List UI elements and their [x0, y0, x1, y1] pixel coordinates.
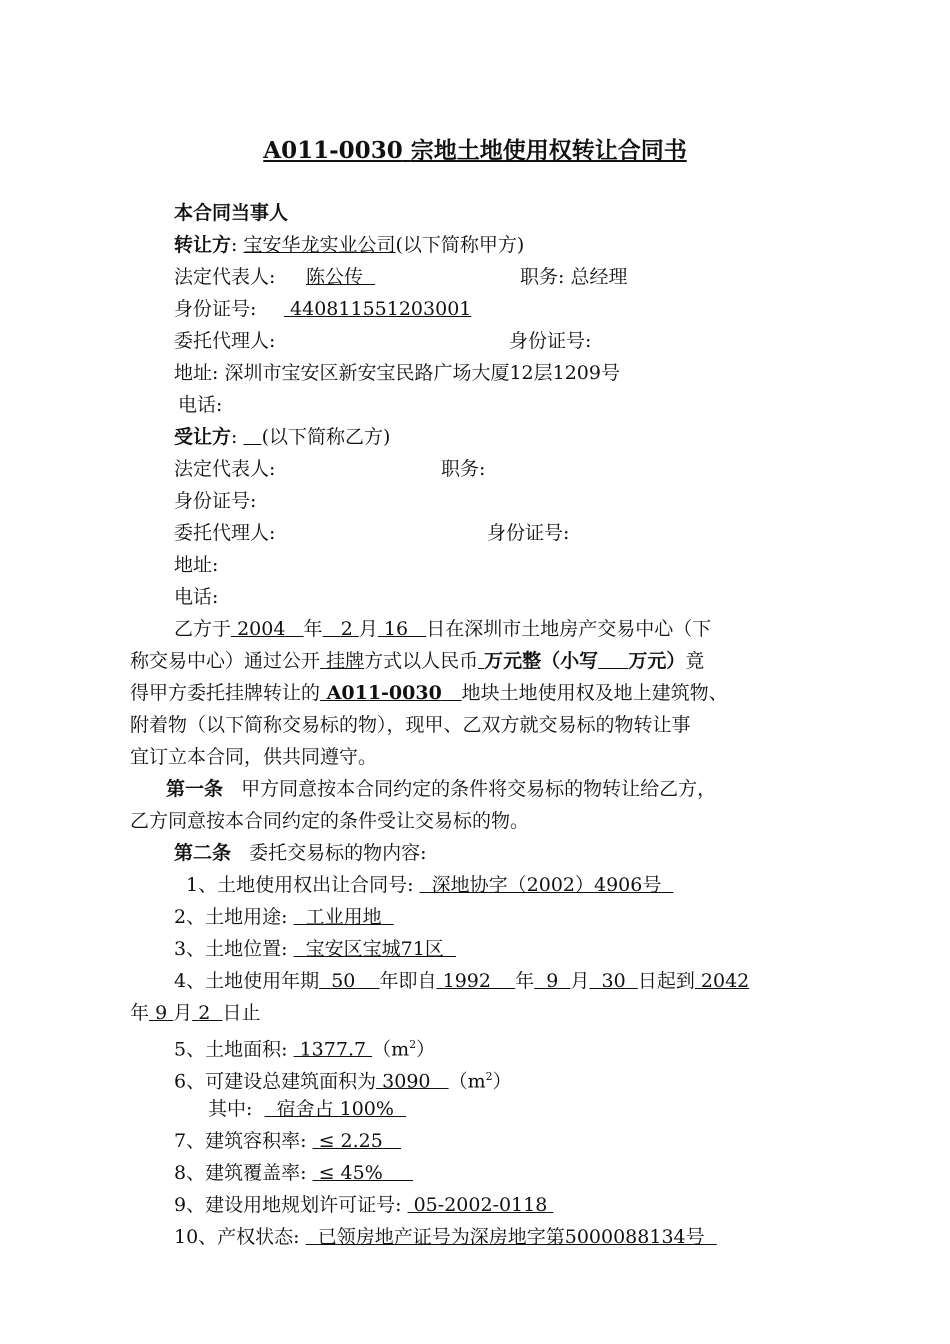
item-2: 2、土地用途: 工业用地 [174, 906, 382, 928]
land-area: 1377.7 [299, 1038, 367, 1061]
transaction-month: 2 [340, 618, 353, 640]
transferor-address-label: 地址: [174, 362, 219, 384]
transferor-label: 转让方 [174, 234, 232, 256]
plot-ratio: ≤ 2.25 [318, 1130, 383, 1152]
planning-permit-number: 05-2002-0118 [413, 1194, 548, 1216]
preamble-line-5: 宜订立本合同，供共同遵守。 [130, 746, 378, 768]
transferor-line: 转让方: 宝安华龙实业公司(以下简称甲方) [174, 234, 525, 256]
transferor-legal-rep-label: 法定代表人: [174, 266, 276, 288]
transferor-name: 宝安华龙实业公司 [243, 234, 396, 256]
document-title [0, 132, 950, 165]
transferor-suffix: (以下简称甲方) [395, 234, 525, 256]
item-9: 9、建设用地规划许可证号: 05-2002-0118 [174, 1194, 548, 1216]
article-1-label: 第一条 [166, 778, 224, 800]
transferor-position-label: 职务: [520, 266, 565, 288]
transferor-agent-id-label: 身份证号: [509, 330, 592, 352]
transferor-position-value: 总经理 [570, 266, 628, 288]
contract-number: 深地协字（2002）4906号 [431, 874, 662, 896]
item-7: 7、建筑容积率: ≤ 2.25 [174, 1130, 383, 1152]
item-1: 1、土地使用权出让合同号: 深地协字（2002）4906号 [186, 874, 662, 896]
preamble-line-4: 附着物（以下简称交易标的物），现甲、乙双方就交易标的物转让事 [130, 714, 691, 736]
coverage-ratio: ≤ 45% [318, 1162, 383, 1184]
item-6: 6、可建设总建筑面积为 3090 $(m^2)$ [174, 1070, 512, 1093]
transferee-position-label: 职务: [441, 458, 486, 480]
transferor-phone-label: 电话: [178, 394, 223, 416]
title-code: A011-0030 [263, 137, 403, 164]
article-2-label: 第二条 [174, 842, 232, 864]
preamble-line-3: 得甲方委托挂牌转让的 A011-0030 地块土地使用权及地上建筑物、 [130, 682, 728, 704]
transaction-year: 2004 [237, 618, 286, 640]
transferor-id: 440811551203001 [290, 298, 472, 320]
transferee-label: 受让方 [174, 426, 232, 448]
dormitory-share: 宿舍占 100% [276, 1098, 394, 1120]
article-1-line-2: 乙方同意按本合同约定的条件受让交易标的物。 [130, 810, 530, 832]
price-words: 万元整（小写 [484, 650, 599, 672]
parcel-number: A011-0030 [326, 682, 442, 704]
item-4: 4、土地使用年期 50 年即自 1992 年 9 月 30 日起到 2042 [174, 970, 750, 992]
transaction-day: 16 [383, 618, 409, 640]
transferee-phone-label: 电话: [174, 586, 219, 608]
item-10: 10、产权状态: 已领房地产证号为深房地字第5000088134号 [174, 1226, 705, 1248]
article-1-line-1: 第一条 甲方同意按本合同约定的条件将交易标的物转让给乙方， [166, 778, 717, 800]
title-status: 已领房地产证号为深房地字第5000088134号 [317, 1226, 705, 1248]
transferee-agent-label: 委托代理人: [174, 522, 276, 544]
floor-area: 3090 [382, 1070, 431, 1093]
transferee-legal-rep-label: 法定代表人: [174, 458, 276, 480]
item-4-cont: 年 9 月 2 日止 [130, 1002, 261, 1024]
parties-heading: 本合同当事人 [174, 202, 289, 224]
transferor-position [520, 265, 627, 289]
transferee-line: 受让方: (以下简称乙方) [174, 426, 391, 448]
item-6-sub: 其中: 宿舍占 100% [208, 1098, 394, 1120]
land-use: 工业用地 [305, 906, 382, 928]
transferee-agent-id-label: 身份证号: [487, 522, 570, 544]
preamble-line-1: 乙方于 2004 年 2 月 16 日在深圳市土地房产交易中心（下 [174, 618, 712, 640]
title-text: 宗地土地使用权转让合同书 [410, 137, 687, 164]
transferor-id-label: 身份证号: [174, 298, 257, 320]
item-5: 5、土地面积: 1377.7 $(m^2)$ [174, 1038, 436, 1061]
preamble-line-2: 称交易中心）通过公开 挂牌方式以人民币 万元整（小写 万元）竟 [130, 650, 705, 672]
transferee-id-label: 身份证号: [174, 490, 257, 512]
land-location: 宝安区宝城71区 [305, 938, 444, 960]
transferor-agent-label: 委托代理人: [174, 330, 276, 352]
transferee-suffix: (以下简称乙方) [261, 426, 391, 448]
item-8: 8、建筑覆盖率: ≤ 45% [174, 1162, 383, 1184]
article-2-heading: 第二条 委托交易标的物内容: [174, 842, 427, 864]
item-3: 3、土地位置: 宝安区宝城71区 [174, 938, 444, 960]
transferor-address-value: 深圳市宝安区新安宝民路广场大厦12层1209号 [224, 362, 620, 384]
transferor-address [174, 361, 620, 385]
transferor-legal-rep: 陈公传 [306, 266, 364, 288]
transaction-method: 挂牌 [326, 650, 365, 672]
transferee-address-label: 地址: [174, 554, 219, 576]
